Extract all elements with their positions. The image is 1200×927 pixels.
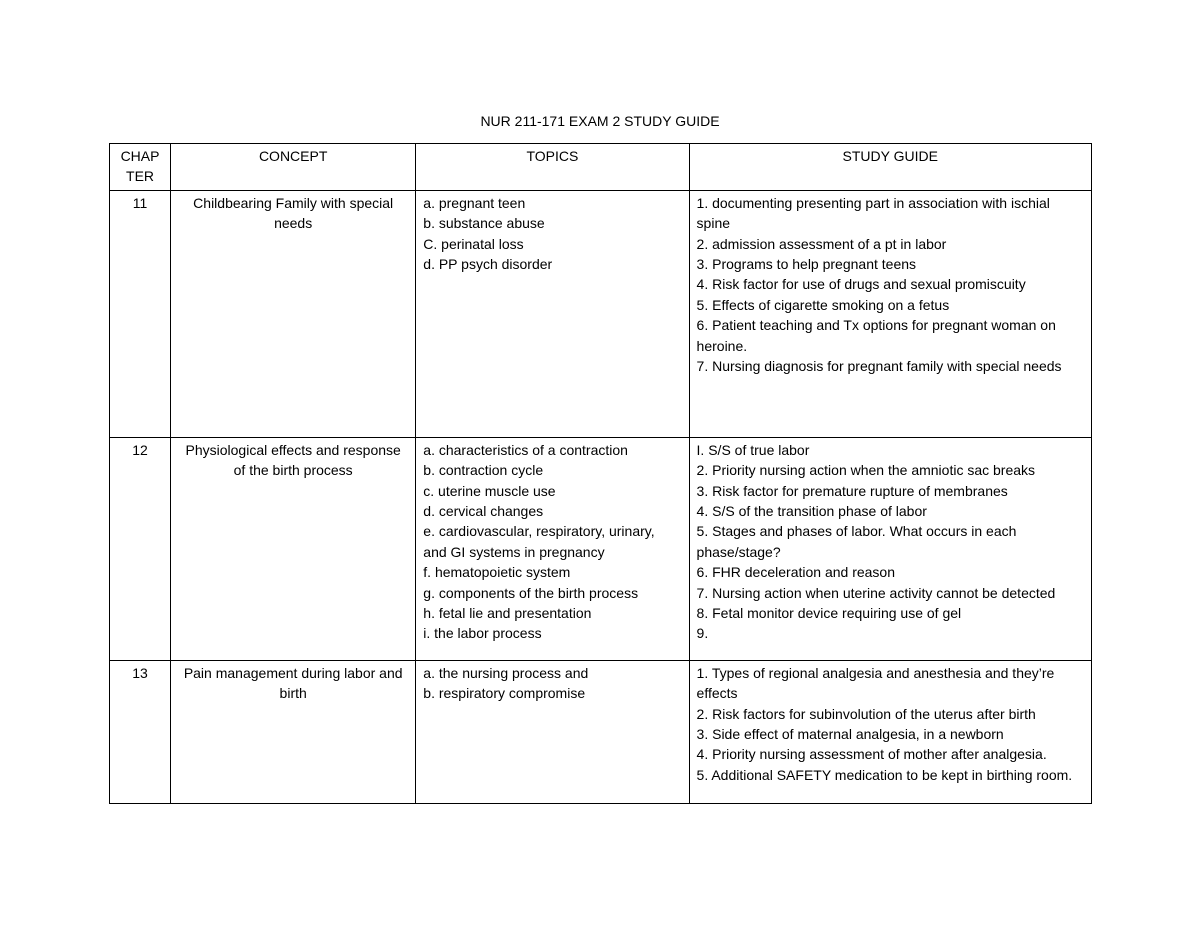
topic-item: b. contraction cycle [423,462,544,479]
header-concept: CONCEPT [171,144,416,191]
study-item: 6. Patient teaching and Tx options for pregnant woman on heroine. [696,317,1056,354]
header-chapter-line: TER [126,168,155,185]
study-item: 3. Risk factor for premature rupture of membranes [696,482,1008,499]
study-guide-cell [689,660,1091,803]
study-item: 7. Nursing diagnosis for pregnant family with special needs [696,358,1062,375]
topic-item: f. hematopoietic system [423,564,571,581]
study-item: 1. Types of regional analgesia and anesthesia and they’re effects [696,664,1055,702]
study-item: I. S/S of true labor [696,441,810,458]
study-item: 7. Nursing action when uterine activity cannot be detected [696,584,1056,601]
concept-cell: Physiological effects and response of the birth process [171,437,416,660]
study-item: 5. Additional SAFETY medication to be kept in birthing room. [696,766,1073,783]
topic-item: C. perinatal loss [423,235,524,252]
study-item: 9. [696,625,709,642]
topic-item: g. components of the birth process [423,584,639,601]
table-row [110,190,1092,437]
study-item: 2. Priority nursing action when the amniotic sac breaks [696,462,1036,479]
concept-cell: Childbearing Family with special needs [171,190,416,437]
chapter-cell: 13 [110,660,171,803]
document-title: NUR 211-171 EXAM 2 STUDY GUIDE [480,113,720,129]
table-header-row [110,144,1092,191]
study-item: 5. Effects of cigarette smoking on a fetus [696,296,950,313]
topic-item: e. cardiovascular, respiratory, urinary, and GI systems in pregnancy [423,523,655,560]
topic-item: b. substance abuse [423,215,545,232]
study-item: 5. Stages and phases of labor. What occurs in each phase/stage? [696,523,1017,560]
concept-cell: Pain management during labor and birth [171,660,416,803]
header-topics: TOPICS [416,144,689,191]
topic-item: d. cervical changes [423,503,544,520]
study-item: 2. admission assessment of a pt in labor [696,235,947,252]
topic-item: i. the labor process [423,625,542,642]
table-row [110,437,1092,660]
topic-item: a. the nursing process and [423,664,589,681]
study-item: 2. Risk factors for subinvolution of the uterus after birth [696,705,1036,722]
chapter-cell: 11 [110,190,171,437]
table-row [110,660,1092,803]
topic-item: d. PP psych disorder [423,256,553,273]
topic-item: h. fetal lie and presentation [423,605,592,622]
study-item: 4. S/S of the transition phase of labor [696,503,927,520]
topics-cell [416,660,689,803]
study-item: 4. Priority nursing assessment of mother after analgesia. [696,746,1047,763]
study-item: 4. Risk factor for use of drugs and sexual promiscuity [696,276,1026,293]
header-chapter [110,144,171,191]
study-guide-cell [689,190,1091,437]
study-guide-cell [689,437,1091,660]
study-item: 3. Programs to help pregnant teens [696,256,917,273]
topic-item: b. respiratory compromise [423,685,586,702]
study-guide-table [109,143,1092,804]
study-item: 3. Side effect of maternal analgesia, in a newborn [696,726,1004,743]
study-item: 6. FHR deceleration and reason [696,564,895,581]
study-item: 8. Fetal monitor device requiring use of gel [696,605,962,622]
chapter-cell: 12 [110,437,171,660]
header-study-guide: STUDY GUIDE [689,144,1091,191]
study-item: 1. documenting presenting part in association with ischial spine [696,194,1050,232]
topics-cell [416,190,689,437]
header-chapter-line: CHAP [120,148,160,164]
topic-item: c. uterine muscle use [423,482,556,499]
topic-item: a. pregnant teen [423,194,526,211]
topics-cell [416,437,689,660]
topic-item: a. characteristics of a contraction [423,441,628,458]
